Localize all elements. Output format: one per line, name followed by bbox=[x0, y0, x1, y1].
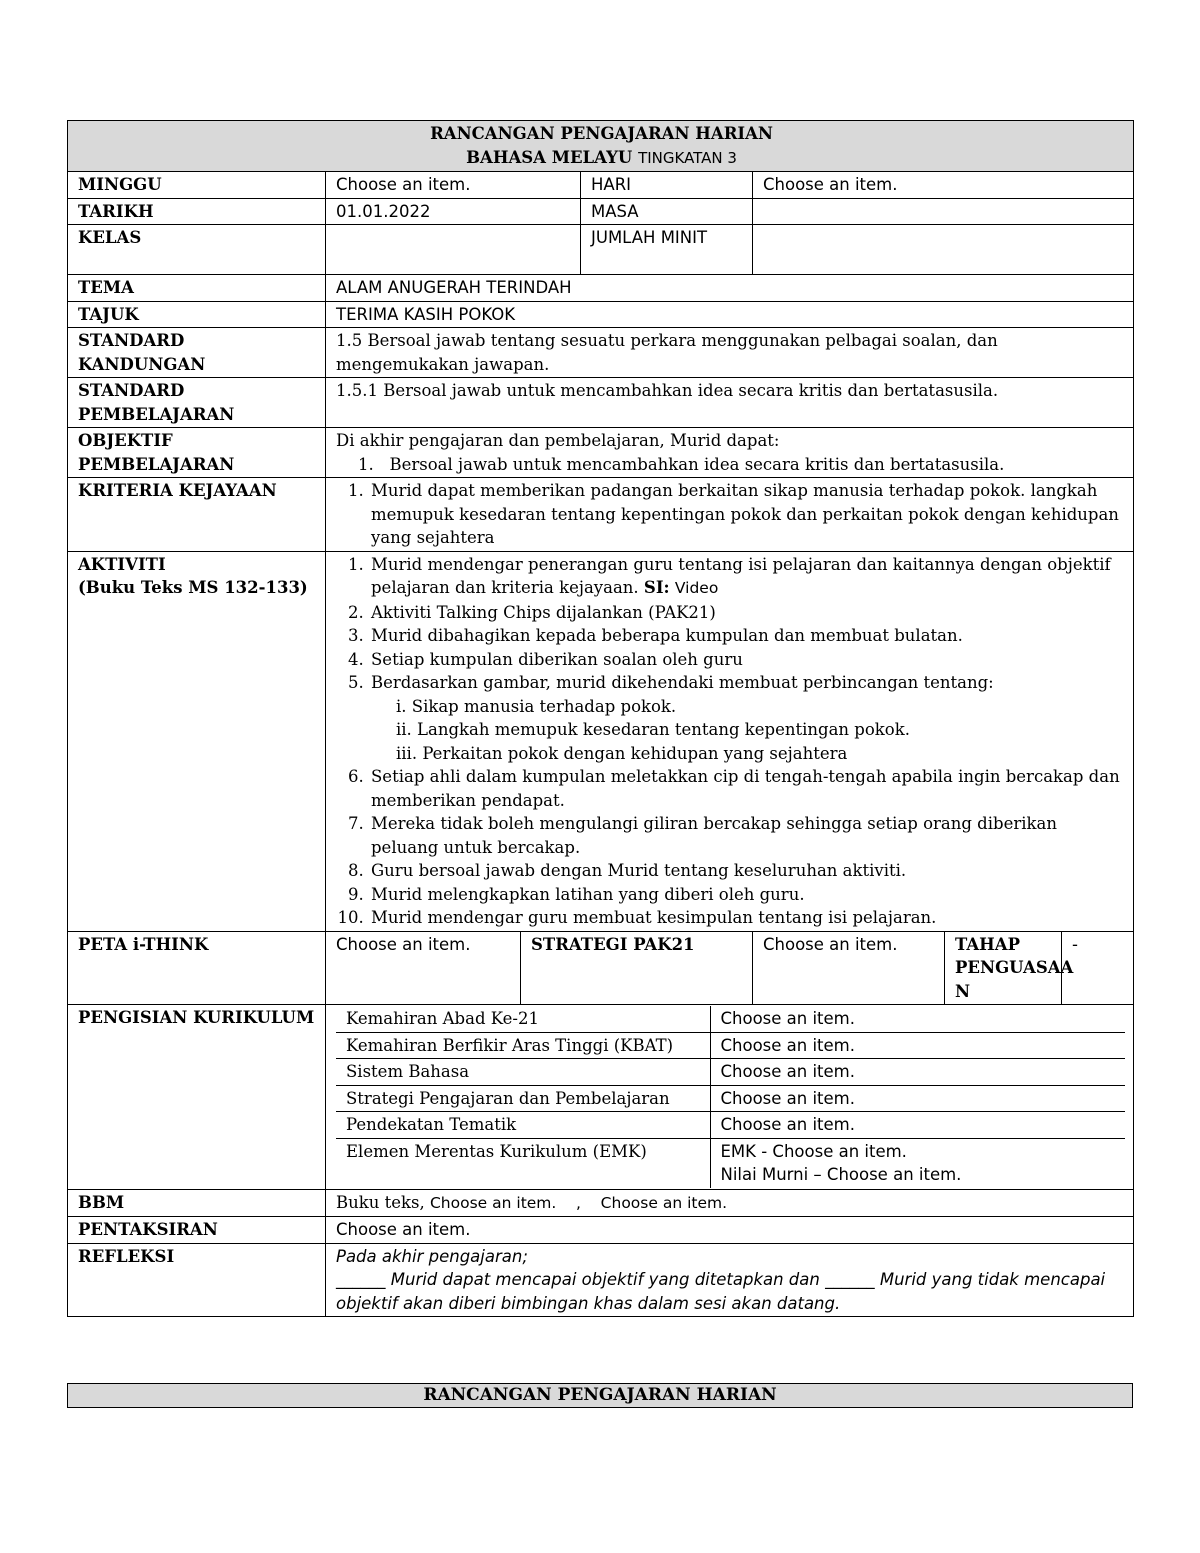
aktiviti-field[interactable] bbox=[326, 551, 1134, 931]
tajuk-field[interactable]: TERIMA KASIH POKOK bbox=[326, 301, 1134, 328]
row-standard-kandungan bbox=[68, 328, 1134, 378]
table-row bbox=[336, 1032, 1125, 1059]
label-jumlah-minit: JUMLAH MINIT bbox=[581, 225, 753, 275]
tahap-penguasaan-value[interactable]: - bbox=[1062, 931, 1134, 1005]
table-title bbox=[68, 121, 1134, 172]
label-tahap-penguasaan: TAHAP PENGUASAA N bbox=[945, 931, 1062, 1005]
row-bbm bbox=[68, 1189, 1134, 1217]
label-aktiviti bbox=[68, 551, 326, 931]
label-kelas: KELAS bbox=[68, 225, 326, 275]
second-plan-title: RANCANGAN PENGAJARAN HARIAN bbox=[67, 1383, 1133, 1408]
row-aktiviti bbox=[68, 551, 1134, 931]
pengisian-item-name: Sistem Bahasa bbox=[336, 1059, 710, 1086]
list-item bbox=[369, 553, 1125, 601]
aktiviti-title: AKTIVITI bbox=[78, 554, 166, 574]
emk-cell bbox=[710, 1138, 1125, 1188]
list-item: 7. Mereka tidak boleh mengulangi giliran bercakap sehingga setiap orang diberikan peluang untuk bercakap. bbox=[369, 812, 1125, 859]
pengisian-item-dropdown[interactable]: Choose an item. bbox=[710, 1112, 1125, 1139]
si-media: Video bbox=[674, 579, 719, 597]
aktiviti-list bbox=[336, 553, 1125, 930]
bbm-dropdowns[interactable]: Choose an item. , Choose an item. bbox=[429, 1193, 728, 1212]
label-standard-kandungan: STANDARD KANDUNGAN bbox=[68, 328, 326, 378]
refleksi-line-1: Pada akhir pengajaran; bbox=[336, 1246, 528, 1266]
pengisian-item-name: Kemahiran Abad Ke-21 bbox=[336, 1006, 710, 1032]
pengisian-inner-table bbox=[336, 1006, 1125, 1188]
pengisian-kurikulum-table bbox=[326, 1005, 1134, 1190]
label-bbm: BBM bbox=[68, 1189, 326, 1217]
row-tajuk bbox=[68, 301, 1134, 328]
row-tema bbox=[68, 275, 1134, 302]
peta-ithink-dropdown[interactable]: Choose an item. bbox=[326, 931, 521, 1005]
kriteria-item: 1. Murid dapat memberikan padangan berkaitan sikap manusia terhadap pokok. langkah memupuk kesedaran tentang kepentingan pokok dan perkaitan pokok dengan kehidupan yang sejahtera bbox=[369, 479, 1125, 550]
row-kriteria bbox=[68, 478, 1134, 552]
bbm-field[interactable] bbox=[326, 1189, 1134, 1217]
label-hari: HARI bbox=[581, 172, 753, 199]
row-standard-pembelajaran bbox=[68, 378, 1134, 428]
label-pentaksiran: PENTAKSIRAN bbox=[68, 1217, 326, 1244]
aktiviti-book-reference: (Buku Teks MS 132-133) bbox=[78, 578, 308, 597]
jumlah-minit-field[interactable] bbox=[753, 225, 1134, 275]
bbm-prefix: Buku teks, bbox=[336, 1192, 425, 1212]
tarikh-field[interactable]: 01.01.2022 bbox=[326, 198, 581, 225]
label-standard-pembelajaran: STANDARD PEMBELAJARAN bbox=[68, 378, 326, 428]
pengisian-item-dropdown[interactable]: Choose an item. bbox=[710, 1006, 1125, 1032]
row-tarikh bbox=[68, 198, 1134, 225]
pentaksiran-dropdown[interactable]: Choose an item. bbox=[326, 1217, 1134, 1244]
label-strategi-pak21: STRATEGI PAK21 bbox=[521, 931, 753, 1005]
masa-field[interactable] bbox=[753, 198, 1134, 225]
kriteria-field[interactable] bbox=[326, 478, 1134, 552]
row-minggu bbox=[68, 172, 1134, 199]
label-minggu: MINGGU bbox=[68, 172, 326, 199]
level-name: TINGKATAN 3 bbox=[638, 148, 737, 167]
pengisian-item-dropdown[interactable]: Choose an item. bbox=[710, 1032, 1125, 1059]
label-objektif: OBJEKTIF PEMBELAJARAN bbox=[68, 428, 326, 478]
list-item: 8. Guru bersoal jawab dengan Murid tentang keseluruhan aktiviti. bbox=[369, 859, 1125, 883]
refleksi-line-2: ______ Murid dapat mencapai objektif yang ditetapkan dan ______ Murid yang tidak mencapai objektif akan diberi bimbingan khas dalam sesi akan datang. bbox=[336, 1270, 1106, 1313]
label-pengisian-kurikulum: PENGISIAN KURIKULUM bbox=[68, 1005, 326, 1190]
label-kriteria: KRITERIA KEJAYAAN bbox=[68, 478, 326, 552]
subject-name: BAHASA MELAYU bbox=[466, 147, 633, 167]
label-tema: TEMA bbox=[68, 275, 326, 302]
row-kelas bbox=[68, 225, 1134, 275]
list-item: 2. Aktiviti Talking Chips dijalankan (PAK21) bbox=[369, 601, 1125, 625]
list-item: 4. Setiap kumpulan diberikan soalan oleh guru bbox=[369, 648, 1125, 672]
pengisian-item-dropdown[interactable]: Choose an item. bbox=[710, 1059, 1125, 1086]
label-tajuk: TAJUK bbox=[68, 301, 326, 328]
pengisian-item-dropdown[interactable]: Choose an item. bbox=[710, 1085, 1125, 1112]
standard-kandungan-field[interactable]: 1.5 Bersoal jawab tentang sesuatu perkara menggunakan pelbagai soalan, dan mengemukakan jawapan. bbox=[326, 328, 1134, 378]
sub-item: iii. Perkaitan pokok dengan kehidupan yang sejahtera bbox=[396, 743, 848, 763]
list-item: 6. Setiap ahli dalam kumpulan meletakkan cip di tengah-tengah apabila ingin bercakap dan memberikan pendapat. bbox=[369, 765, 1125, 812]
label-refleksi: REFLEKSI bbox=[68, 1243, 326, 1317]
hari-dropdown[interactable]: Choose an item. bbox=[753, 172, 1134, 199]
table-row bbox=[336, 1112, 1125, 1139]
list-item: 9. Murid melengkapkan latihan yang diberi oleh guru. bbox=[369, 883, 1125, 907]
pengisian-item-name: Strategi Pengajaran dan Pembelajaran bbox=[336, 1085, 710, 1112]
tema-field[interactable]: ALAM ANUGERAH TERINDAH bbox=[326, 275, 1134, 302]
si-label: SI: bbox=[643, 578, 670, 597]
emk-dropdown[interactable]: EMK - Choose an item. bbox=[720, 1141, 907, 1161]
objektif-field[interactable] bbox=[326, 428, 1134, 478]
list-item: 3. Murid dibahagikan kepada beberapa kumpulan dan membuat bulatan. bbox=[369, 624, 1125, 648]
emk-name: Elemen Merentas Kurikulum (EMK) bbox=[336, 1138, 710, 1188]
list-item-text: Berdasarkan gambar, murid dikehendaki membuat perbincangan tentang: bbox=[371, 673, 994, 692]
list-item-text: Murid mendengar penerangan guru tentang isi pelajaran dan kaitannya dengan objektif pelajaran dan kriteria kejayaan. bbox=[371, 554, 1111, 597]
list-item: 10. Murid mendengar guru membuat kesimpulan tentang isi pelajaran. bbox=[369, 906, 1125, 930]
objektif-item-text: Bersoal jawab untuk mencambahkan idea secara kritis dan bertatasusila. bbox=[389, 454, 1005, 474]
table-row bbox=[336, 1085, 1125, 1112]
sub-item: i. Sikap manusia terhadap pokok. bbox=[396, 696, 677, 716]
strategi-pak21-dropdown[interactable]: Choose an item. bbox=[753, 931, 945, 1005]
minggu-dropdown[interactable]: Choose an item. bbox=[326, 172, 581, 199]
title-row bbox=[68, 121, 1134, 172]
lesson-plan-table bbox=[67, 120, 1134, 1317]
label-masa: MASA bbox=[581, 198, 753, 225]
row-peta bbox=[68, 931, 1134, 1005]
list-item bbox=[369, 671, 1125, 765]
row-refleksi bbox=[68, 1243, 1134, 1317]
objektif-item bbox=[336, 453, 1125, 477]
standard-pembelajaran-field[interactable]: 1.5.1 Bersoal jawab untuk mencambahkan idea secara kritis dan bertatasusila. bbox=[326, 378, 1134, 428]
objektif-item-number: 1. bbox=[358, 454, 374, 474]
kelas-field[interactable] bbox=[326, 225, 581, 275]
label-tarikh: TARIKH bbox=[68, 198, 326, 225]
row-objektif bbox=[68, 428, 1134, 478]
table-row bbox=[336, 1138, 1125, 1188]
table-row bbox=[336, 1059, 1125, 1086]
sub-item: ii. Langkah memupuk kesedaran tentang kepentingan pokok. bbox=[396, 720, 910, 739]
label-peta-ithink: PETA i-THINK bbox=[68, 931, 326, 1005]
table-row bbox=[336, 1006, 1125, 1032]
plan-title: RANCANGAN PENGAJARAN HARIAN bbox=[430, 124, 774, 143]
refleksi-field[interactable] bbox=[326, 1243, 1134, 1317]
pengisian-item-name: Kemahiran Berfikir Aras Tinggi (KBAT) bbox=[336, 1032, 710, 1059]
objektif-intro: Di akhir pengajaran dan pembelajaran, Murid dapat: bbox=[336, 431, 780, 450]
nilai-murni-dropdown[interactable]: Nilai Murni – Choose an item. bbox=[720, 1165, 962, 1184]
pengisian-item-name: Pendekatan Tematik bbox=[336, 1112, 710, 1139]
row-pengisian bbox=[68, 1005, 1134, 1190]
row-pentaksiran bbox=[68, 1217, 1134, 1244]
